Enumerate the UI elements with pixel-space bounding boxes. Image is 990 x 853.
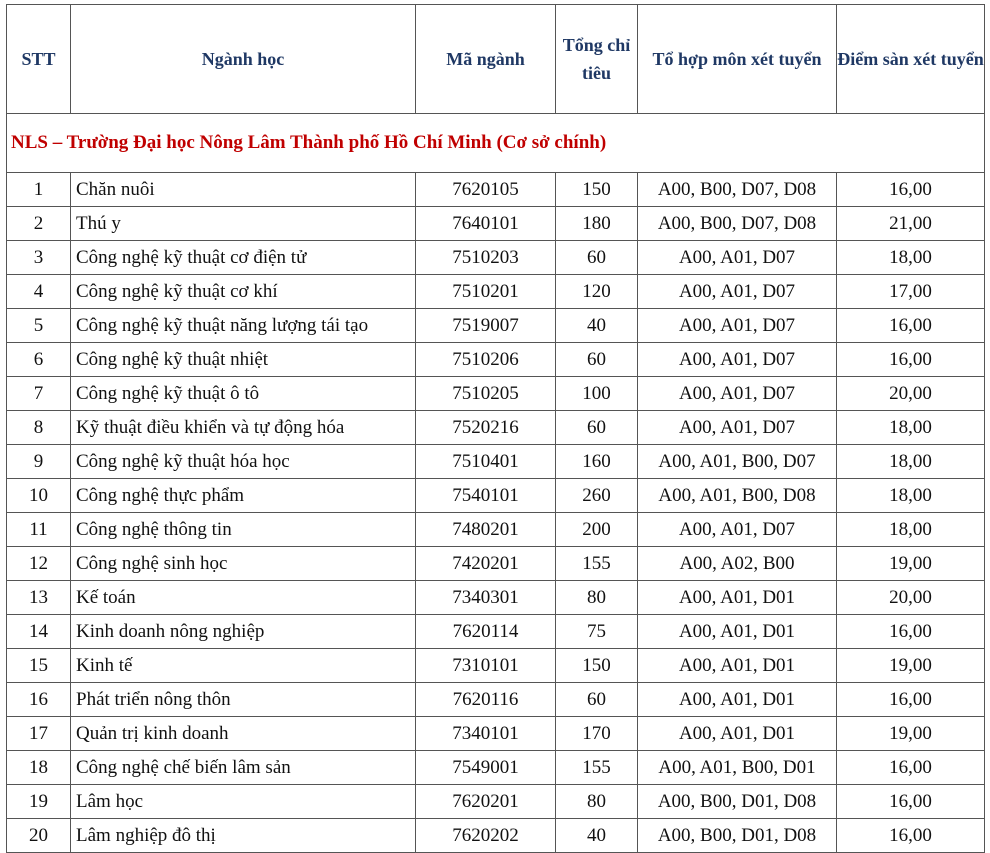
cell-quota: 60 — [556, 683, 638, 717]
cell-major: Kế toán — [71, 581, 416, 615]
cell-quota: 200 — [556, 513, 638, 547]
cell-score: 19,00 — [837, 547, 985, 581]
cell-code: 7480201 — [416, 513, 556, 547]
table-row — [7, 479, 985, 513]
cell-quota: 155 — [556, 547, 638, 581]
cell-score: 16,00 — [837, 343, 985, 377]
cell-code: 7519007 — [416, 309, 556, 343]
table-row — [7, 343, 985, 377]
cell-major: Công nghệ kỹ thuật năng lượng tái tạo — [71, 309, 416, 343]
cell-stt: 12 — [7, 547, 71, 581]
table-row — [7, 411, 985, 445]
cell-score: 16,00 — [837, 173, 985, 207]
header-stt: STT — [7, 5, 71, 114]
header-quota: Tổng chỉ tiêu — [556, 5, 638, 114]
cell-quota: 150 — [556, 649, 638, 683]
table-row — [7, 581, 985, 615]
cell-quota: 60 — [556, 343, 638, 377]
cell-combo: A00, B00, D07, D08 — [638, 173, 837, 207]
cell-score: 18,00 — [837, 513, 985, 547]
cell-major: Công nghệ kỹ thuật cơ khí — [71, 275, 416, 309]
admission-table — [6, 4, 985, 853]
cell-quota: 100 — [556, 377, 638, 411]
cell-code: 7510203 — [416, 241, 556, 275]
cell-combo: A00, A01, B00, D07 — [638, 445, 837, 479]
cell-combo: A00, B00, D07, D08 — [638, 207, 837, 241]
cell-code: 7620116 — [416, 683, 556, 717]
table-row — [7, 751, 985, 785]
cell-code: 7340301 — [416, 581, 556, 615]
cell-major: Công nghệ sinh học — [71, 547, 416, 581]
table-row — [7, 445, 985, 479]
cell-stt: 7 — [7, 377, 71, 411]
cell-combo: A00, A01, D07 — [638, 309, 837, 343]
cell-stt: 1 — [7, 173, 71, 207]
cell-major: Công nghệ kỹ thuật ô tô — [71, 377, 416, 411]
cell-combo: A00, A01, D07 — [638, 377, 837, 411]
cell-code: 7640101 — [416, 207, 556, 241]
cell-quota: 160 — [556, 445, 638, 479]
cell-score: 19,00 — [837, 649, 985, 683]
cell-code: 7620105 — [416, 173, 556, 207]
cell-code: 7510206 — [416, 343, 556, 377]
cell-major: Công nghệ kỹ thuật cơ điện tử — [71, 241, 416, 275]
cell-score: 16,00 — [837, 309, 985, 343]
cell-stt: 15 — [7, 649, 71, 683]
cell-combo: A00, A01, B00, D01 — [638, 751, 837, 785]
table-row — [7, 819, 985, 853]
cell-combo: A00, A01, D07 — [638, 343, 837, 377]
cell-code: 7340101 — [416, 717, 556, 751]
cell-major: Kỹ thuật điều khiển và tự động hóa — [71, 411, 416, 445]
cell-score: 16,00 — [837, 785, 985, 819]
cell-stt: 11 — [7, 513, 71, 547]
cell-stt: 10 — [7, 479, 71, 513]
cell-code: 7540101 — [416, 479, 556, 513]
cell-score: 20,00 — [837, 377, 985, 411]
table-row — [7, 173, 985, 207]
cell-score: 21,00 — [837, 207, 985, 241]
cell-stt: 17 — [7, 717, 71, 751]
cell-quota: 40 — [556, 309, 638, 343]
table-row — [7, 785, 985, 819]
cell-quota: 60 — [556, 241, 638, 275]
cell-code: 7549001 — [416, 751, 556, 785]
cell-code: 7620114 — [416, 615, 556, 649]
cell-score: 18,00 — [837, 479, 985, 513]
cell-major: Chăn nuôi — [71, 173, 416, 207]
cell-code: 7310101 — [416, 649, 556, 683]
cell-code: 7620201 — [416, 785, 556, 819]
cell-quota: 180 — [556, 207, 638, 241]
table-row — [7, 377, 985, 411]
cell-major: Phát triển nông thôn — [71, 683, 416, 717]
cell-stt: 8 — [7, 411, 71, 445]
cell-combo: A00, A01, B00, D08 — [638, 479, 837, 513]
cell-combo: A00, A01, D07 — [638, 411, 837, 445]
cell-score: 17,00 — [837, 275, 985, 309]
cell-stt: 19 — [7, 785, 71, 819]
cell-score: 16,00 — [837, 751, 985, 785]
table-row — [7, 649, 985, 683]
cell-score: 18,00 — [837, 241, 985, 275]
cell-score: 18,00 — [837, 411, 985, 445]
table-row — [7, 717, 985, 751]
cell-combo: A00, A01, D01 — [638, 717, 837, 751]
cell-quota: 150 — [556, 173, 638, 207]
cell-major: Công nghệ thực phẩm — [71, 479, 416, 513]
cell-code: 7620202 — [416, 819, 556, 853]
cell-stt: 2 — [7, 207, 71, 241]
cell-combo: A00, B00, D01, D08 — [638, 819, 837, 853]
cell-quota: 120 — [556, 275, 638, 309]
cell-stt: 13 — [7, 581, 71, 615]
cell-score: 16,00 — [837, 819, 985, 853]
header-combo: Tổ hợp môn xét tuyển — [638, 5, 837, 114]
cell-score: 16,00 — [837, 615, 985, 649]
table-row — [7, 615, 985, 649]
cell-stt: 6 — [7, 343, 71, 377]
table-row — [7, 241, 985, 275]
cell-score: 18,00 — [837, 445, 985, 479]
cell-combo: A00, A01, D07 — [638, 241, 837, 275]
cell-combo: A00, A02, B00 — [638, 547, 837, 581]
group-title: NLS – Trường Đại học Nông Lâm Thành phố Hồ Chí Minh (Cơ sở chính) — [7, 114, 985, 173]
cell-quota: 80 — [556, 785, 638, 819]
header-row — [7, 5, 985, 114]
cell-quota: 155 — [556, 751, 638, 785]
cell-code: 7510401 — [416, 445, 556, 479]
cell-major: Quản trị kinh doanh — [71, 717, 416, 751]
cell-combo: A00, A01, D07 — [638, 275, 837, 309]
cell-major: Công nghệ kỹ thuật nhiệt — [71, 343, 416, 377]
cell-major: Thú y — [71, 207, 416, 241]
group-row — [7, 114, 985, 173]
cell-stt: 9 — [7, 445, 71, 479]
cell-code: 7520216 — [416, 411, 556, 445]
table-row — [7, 309, 985, 343]
cell-code: 7420201 — [416, 547, 556, 581]
header-code: Mã ngành — [416, 5, 556, 114]
cell-stt: 18 — [7, 751, 71, 785]
cell-major: Lâm nghiệp đô thị — [71, 819, 416, 853]
cell-quota: 75 — [556, 615, 638, 649]
cell-major: Kinh doanh nông nghiệp — [71, 615, 416, 649]
cell-combo: A00, B00, D01, D08 — [638, 785, 837, 819]
cell-quota: 80 — [556, 581, 638, 615]
cell-combo: A00, A01, D01 — [638, 683, 837, 717]
cell-score: 16,00 — [837, 683, 985, 717]
table-row — [7, 207, 985, 241]
cell-score: 20,00 — [837, 581, 985, 615]
header-major: Ngành học — [71, 5, 416, 114]
cell-major: Công nghệ chế biến lâm sản — [71, 751, 416, 785]
table-row — [7, 275, 985, 309]
cell-major: Lâm học — [71, 785, 416, 819]
cell-combo: A00, A01, D07 — [638, 513, 837, 547]
cell-quota: 170 — [556, 717, 638, 751]
table-row — [7, 513, 985, 547]
table-row — [7, 547, 985, 581]
header-score: Điểm sàn xét tuyển — [837, 5, 985, 114]
cell-stt: 5 — [7, 309, 71, 343]
cell-major: Công nghệ thông tin — [71, 513, 416, 547]
cell-major: Kinh tế — [71, 649, 416, 683]
cell-stt: 14 — [7, 615, 71, 649]
cell-combo: A00, A01, D01 — [638, 615, 837, 649]
cell-stt: 16 — [7, 683, 71, 717]
table-row — [7, 683, 985, 717]
cell-combo: A00, A01, D01 — [638, 581, 837, 615]
cell-stt: 4 — [7, 275, 71, 309]
cell-code: 7510205 — [416, 377, 556, 411]
cell-combo: A00, A01, D01 — [638, 649, 837, 683]
cell-stt: 20 — [7, 819, 71, 853]
cell-stt: 3 — [7, 241, 71, 275]
cell-code: 7510201 — [416, 275, 556, 309]
cell-quota: 60 — [556, 411, 638, 445]
cell-score: 19,00 — [837, 717, 985, 751]
cell-major: Công nghệ kỹ thuật hóa học — [71, 445, 416, 479]
cell-quota: 40 — [556, 819, 638, 853]
cell-quota: 260 — [556, 479, 638, 513]
